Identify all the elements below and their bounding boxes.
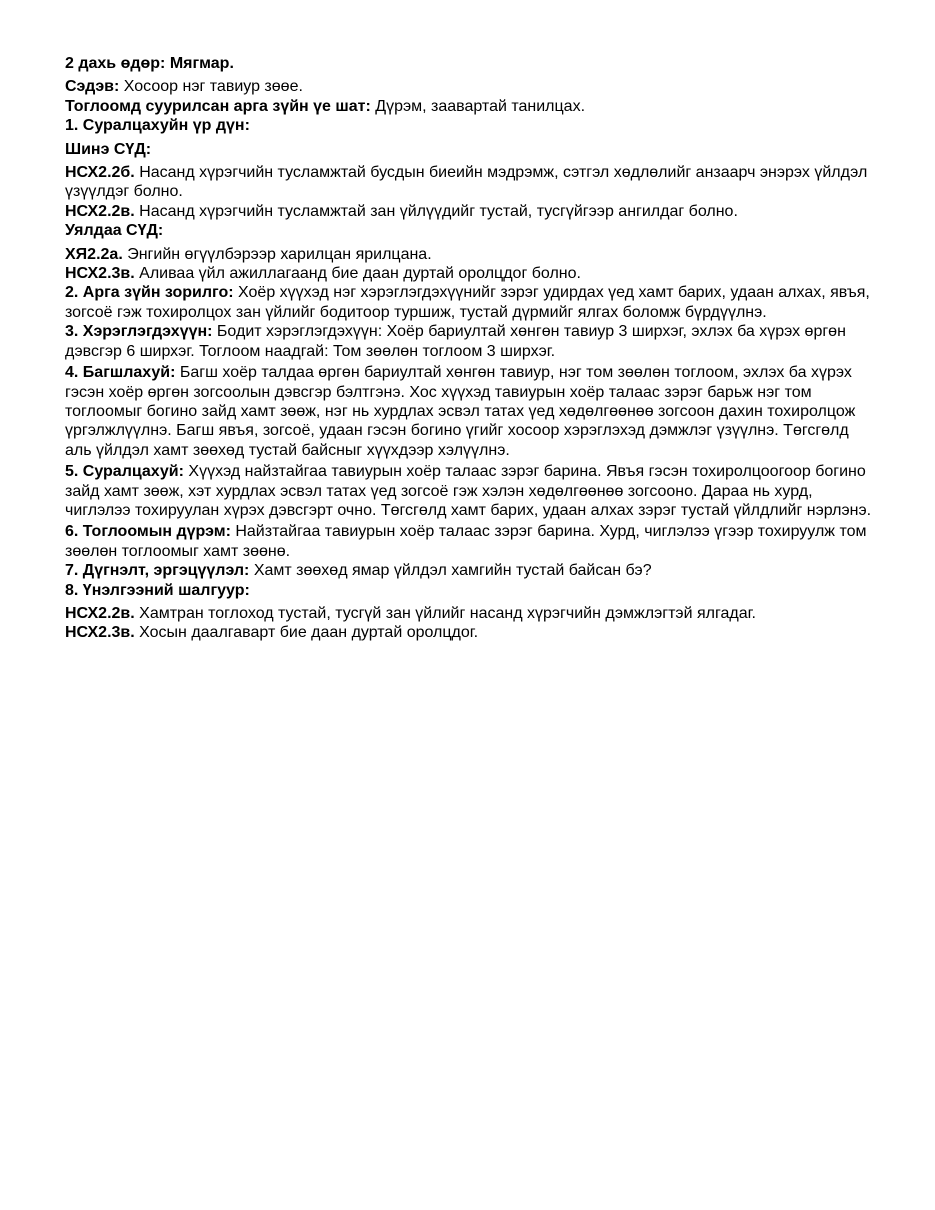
game-rules-label: 6. Тоглоомын дүрэм: <box>65 523 231 541</box>
standard-text: Насанд хүрэгчийн тусламжтай бусдын биеийн мэдрэмж, сэтгэл хөдлөлийг анзаарч энэрэх үйлдэл үзүүлдэг болно. <box>65 164 868 201</box>
stage-text: Дүрэм, заавартай танилцах. <box>370 97 586 115</box>
method-goal-text: Хоёр хүүхэд нэг хэрэглэгдэхүүнийг зэрэг удирдах үед хамт барих, удаан алхах, явъя, зогсоё гэж тохиролцох зан үйлийг бодитоор туршиж, тустай дүрмийг ялгах боломж бүрдүүлнэ. <box>65 284 870 321</box>
stage-line <box>65 97 875 116</box>
standard-text: Энгийн өгүүлбэрээр харилцан ярилцана. <box>122 245 432 263</box>
standard-text: Хосын даалгаварт бие даан дуртай оролцдог. <box>134 624 479 642</box>
learning-paragraph <box>65 462 875 520</box>
method-goal-label: 2. Арга зүйн зорилго: <box>65 284 234 302</box>
outcomes-heading: 1. Суралцахуйн үр дүн: <box>65 117 250 135</box>
game-rules-text: Найзтайгаа тавиурын хоёр талаас зэрэг барина. Хурд, чиглэлээ үгээр тохируулж том зөөлөн тоглоомыг хамт зөөнө. <box>65 523 867 560</box>
criteria-heading: 8. Үнэлгээний шалгуур: <box>65 581 250 599</box>
standard-code: НСХ2.3в. <box>65 624 135 642</box>
standard-code: ХЯ2.2а. <box>65 245 123 263</box>
teaching-paragraph <box>65 363 875 460</box>
topic-label: Сэдэв: <box>65 78 120 96</box>
core-standards-heading: Шинэ СҮД: <box>65 140 152 158</box>
materials-paragraph <box>65 322 875 361</box>
standard-text: Хамтран тоглоход тустай, тусгүй зан үйлийг насанд хүрэгчийн дэмжлэгтэй ялгадаг. <box>134 604 756 622</box>
game-rules-paragraph <box>65 522 875 561</box>
method-goal-paragraph <box>65 283 875 322</box>
standard-text: Аливаа үйл ажиллагаанд бие даан дуртай оролцдог болно. <box>134 265 581 283</box>
conclusion-paragraph <box>65 561 875 580</box>
teaching-text: Багш хоёр талдаа өргөн бариултай хөнгөн тавиур, нэг том зөөлөн тоглоом, эхлэх ба хүрэх гэсэн хоёр өргөн зогсоолын дэвсгэр бэлтгэнэ. Хос хүүхэд тавиурын хоёр талаас зэрэг барьж нэг том тоглоомыг богино зайд хамт зөөж, нэг нь хурдлах эсвэл татах үед хөдөлгөөнөө зогсоон дахин тохиролцож үргэлжлүүлнэ. Багш явъя, зогсоё, удаан гэсэн богино үгийг хосоор хэрэглэхэд дэмжлэг үзүүлнэ. Төгсгөлд аль үйлдэл хамт зөөхөд тустай байсныг хүүхдээр хэлүүлнэ. <box>65 364 856 459</box>
linked-standard-item <box>65 245 875 264</box>
materials-text: Бодит хэрэглэгдэхүүн: Хоёр бариултай хөнгөн тавиур 3 ширхэг, эхлэх ба хүрэх өргөн дэвсгэр 6 ширхэг. Тоглоом наадгай: Том зөөлөн тоглоом 3 ширхэг. <box>65 323 846 360</box>
topic-text: Хосоор нэг тавиур зөөе. <box>119 78 303 96</box>
standard-text: Насанд хүрэгчийн тусламжтай зан үйлүүдийг тустай, тусгүйгээр ангилдаг болно. <box>134 202 738 220</box>
core-standard-item <box>65 202 875 221</box>
core-standard-item <box>65 163 875 202</box>
standard-code: НСХ2.3в. <box>65 265 135 283</box>
topic-line <box>65 77 875 96</box>
criteria-item <box>65 623 875 642</box>
stage-label: Тоглоомд суурилсан арга зүйн үе шат: <box>65 97 371 115</box>
teaching-label: 4. Багшлахуй: <box>65 364 176 382</box>
day-heading: 2 дахь өдөр: Мягмар. <box>65 55 234 72</box>
linked-standard-item <box>65 264 875 283</box>
linked-standards-heading: Уялдаа СҮД: <box>65 222 164 240</box>
standard-code: НСХ2.2в. <box>65 604 135 622</box>
learning-text: Хүүхэд найзтайгаа тавиурын хоёр талаас зэрэг барина. Явъя гэсэн тохиролцоогоор богино зайд хамт зөөж, хэт хурдлах эсвэл татах үед зогсоё гэж хэлэн хөдөлгөөнөө зогсооно. Дараа нь хурд, чиглэлээ тохируулан хүрэх дэвсгэрт очно. Төгсгөлд хамт барих, удаан алхах зэрэг тустай үйлдлийг нэрлэнэ. <box>65 463 872 519</box>
standard-code: НСХ2.2б. <box>65 164 135 182</box>
standard-code: НСХ2.2в. <box>65 202 135 220</box>
lesson-plan-page <box>65 54 875 643</box>
conclusion-label: 7. Дүгнэлт, эргэцүүлэл: <box>65 562 250 580</box>
learning-label: 5. Суралцахуй: <box>65 463 184 481</box>
materials-label: 3. Хэрэглэгдэхүүн: <box>65 323 213 341</box>
conclusion-text: Хамт зөөхөд ямар үйлдэл хамгийн тустай байсан бэ? <box>249 562 652 580</box>
criteria-item <box>65 604 875 623</box>
